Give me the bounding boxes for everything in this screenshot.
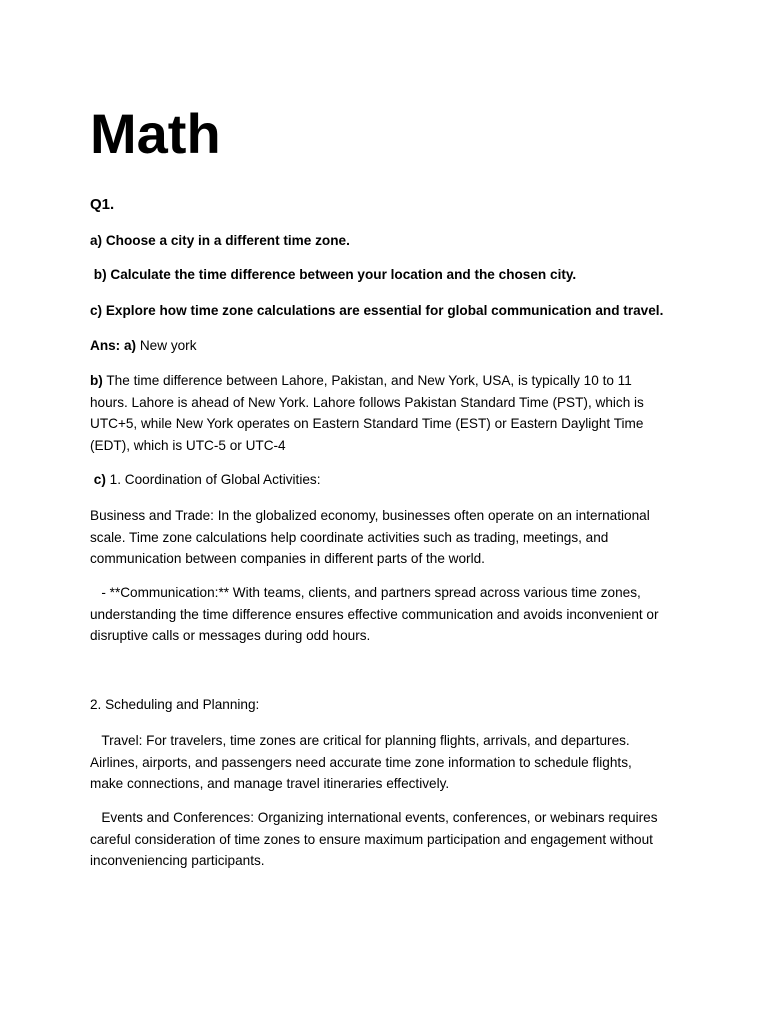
question-c: c) Explore how time zone calculations are essential for global communication and travel. bbox=[90, 303, 664, 318]
answer-c-label: c) bbox=[90, 472, 106, 487]
heading-scheduling-planning: 2. Scheduling and Planning: bbox=[90, 697, 260, 712]
answer-c-text: 1. Coordination of Global Activities: bbox=[105, 472, 321, 487]
document-title: Math bbox=[90, 102, 221, 165]
answer-a-label: Ans: a) bbox=[90, 338, 137, 353]
paragraph-business-trade: Business and Trade: In the globalized economy, businesses often operate on an international scale. Time zone calculations help coordinate activities such as trading, meetings, and communication between companies in different parts of the world. bbox=[90, 508, 650, 567]
paragraph-travel: Travel: For travelers, time zones are critical for planning flights, arrivals, and departures. Airlines, airports, and passengers need accurate time zone information to schedule flights, make connections, and manage travel itineraries effectively. bbox=[90, 733, 636, 792]
paragraph-communication: - **Communication:** With teams, clients, and partners spread across various time zones, understanding the time difference ensures effective communication and avoids inconvenient or disruptive calls or messages during odd hours. bbox=[90, 585, 663, 644]
answer-b bbox=[90, 370, 655, 456]
question-b: b) Calculate the time difference between your location and the chosen city. bbox=[90, 267, 577, 282]
answer-a-text: New york bbox=[136, 338, 197, 353]
question-number: Q1. bbox=[90, 196, 115, 213]
answer-a bbox=[90, 335, 680, 357]
answer-c bbox=[90, 469, 680, 491]
answer-b-text: The time difference between Lahore, Pakistan, and New York, USA, is typically 10 to 11 hours. Lahore is ahead of New York. Lahore follows Pakistan Standard Time (PST), which is UTC+5, while New York operates on Eastern Standard Time (EST) or Eastern Daylight Time (EDT), which is UTC-5 or UTC-4 bbox=[90, 373, 644, 453]
answer-b-label: b) bbox=[90, 373, 103, 388]
paragraph-events-conferences: Events and Conferences: Organizing international events, conferences, or webinars requires careful consideration of time zones to ensure maximum participation and engagement without inconveniencing participants. bbox=[90, 810, 662, 869]
question-a: a) Choose a city in a different time zone. bbox=[90, 233, 350, 248]
